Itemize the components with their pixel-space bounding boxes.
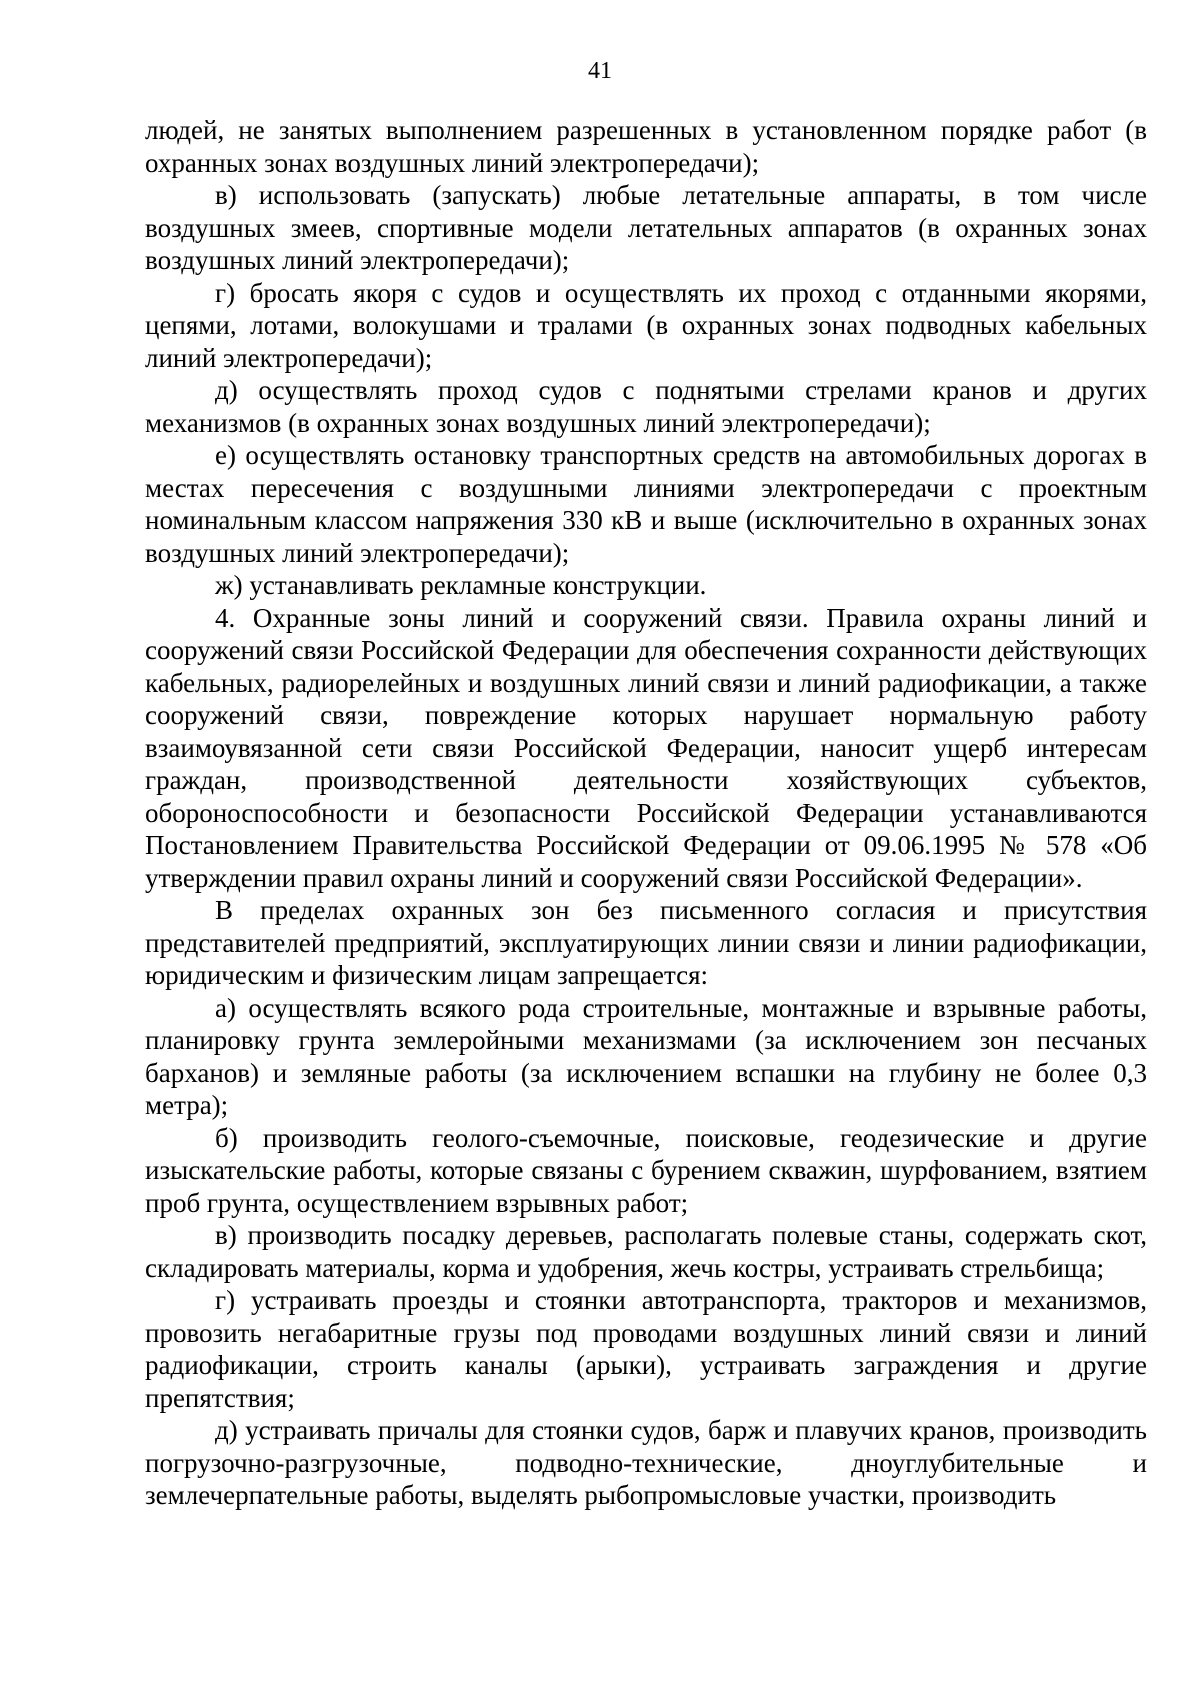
paragraph-item-d2: д) устраивать причалы для стоянки судов, барж и плавучих кранов, производить погрузочно-разгрузочные, подводно-технические, дноуглубительные и землечерпательные работы, выделять рыбопромысловые участки, производить <box>145 1415 1147 1510</box>
paragraph-item-zh: ж) устанавливать рекламные конструкции. <box>215 570 707 600</box>
page-number: 41 <box>588 58 612 84</box>
paragraph-item-e: е) осуществлять остановку транспортных средств на автомобильных дорогах в местах пересечения с воздушными линиями электропередачи с проектным номинальным классом напряжения 330 кВ и выше (исключительно в охранных зонах воздушных линий электропередачи); <box>145 440 1147 568</box>
paragraph-item-d: д) осуществлять проход судов с поднятыми стрелами кранов и других механизмов (в охранных зонах воздушных линий электропередачи); <box>145 375 1147 438</box>
paragraph-item-g: г) бросать якоря с судов и осуществлять их проход с отданными якорями, цепями, лотами, волокушами и тралами (в охранных зонах подводных кабельных линий электропередачи); <box>145 277 1147 373</box>
paragraph-item-v2: в) производить посадку деревьев, располагать полевые станы, содержать скот, складировать материалы, корма и удобрения, жечь костры, устраивать стрельбища; <box>145 1220 1147 1283</box>
paragraph-item-a: а) осуществлять всякого рода строительные, монтажные и взрывные работы, планировку грунта землеройными механизмами (за исключением зон песчаных барханов) и земляные работы (за исключением вспашки на глубину не более 0,3 метра); <box>145 992 1147 1120</box>
paragraph-item-b: б) производить геолого-съемочные, поисковые, геодезические и другие изыскательские работы, которые связаны с бурением скважин, шурфованием, взятием проб грунта, осуществлением взрывных работ; <box>145 1122 1147 1218</box>
paragraph-prohibitions-intro: В пределах охранных зон без письменного согласия и присутствия представителей предприятий, эксплуатирующих линии связи и линии радиофикации, юридическим и физическим лицам запрещается: <box>145 895 1147 990</box>
document-body <box>145 114 1147 1512</box>
paragraph-continuation: людей, не занятых выполнением разрешенных в установленном порядке работ (в охранных зонах воздушных линий электропередачи); <box>145 115 1147 178</box>
paragraph-item-v: в) использовать (запускать) любые летательные аппараты, в том числе воздушных змеев, спортивные модели летательных аппаратов (в охранных зонах воздушных линий электропередачи); <box>145 180 1147 275</box>
paragraph-section-4: 4. Охранные зоны линий и сооружений связи. Правила охраны линий и сооружений связи Российской Федерации для обеспечения сохранности действующих кабельных, радиорелейных и воздушных линий связи и линий радиофикации, а также сооружений связи, повреждение которых нарушает нормальную работу взаимоувязанной сети связи Российской Федерации, наносит ущерб интересам граждан, производственной деятельности хозяйствующих субъектов, обороноспособности и безопасности Российской Федерации устанавливаются Постановлением Правительства Российской Федерации от 09.06.1995 № 578 «Об утверждении правил охраны линий и сооружений связи Российской Федерации». <box>145 602 1147 893</box>
paragraph-item-g2: г) устраивать проезды и стоянки автотранспорта, тракторов и механизмов, провозить негабаритные грузы под проводами воздушных линий связи и линий радиофикации, строить каналы (арыки), устраивать заграждения и другие препятствия; <box>145 1285 1147 1413</box>
